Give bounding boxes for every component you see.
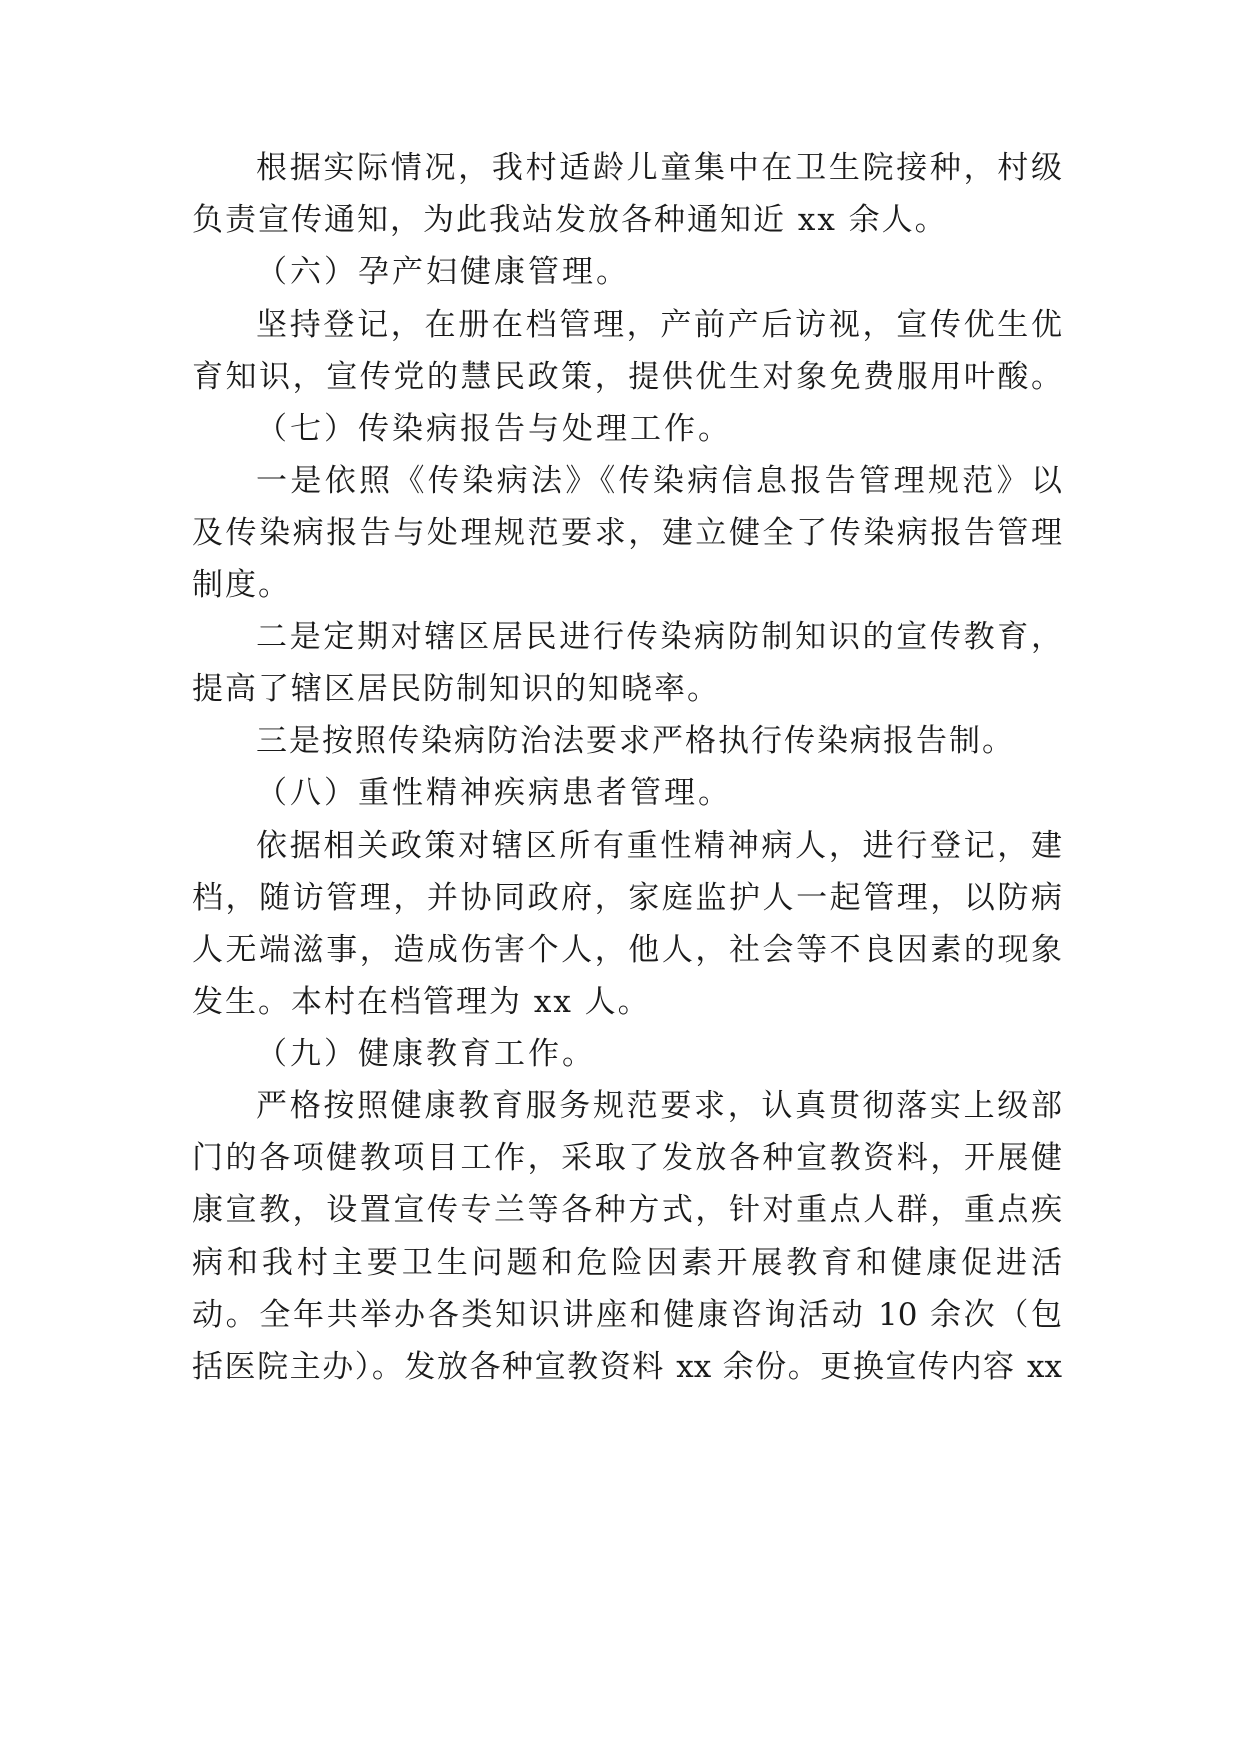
paragraph-line: 档，随访管理，并协同政府，家庭监护人一起管理，以防病: [192, 880, 1062, 916]
paragraph-line: 育知识，宣传党的慧民政策，提供优生对象免费服用叶酸。: [192, 359, 1062, 395]
paragraph-line: 及传染病报告与处理规范要求，建立健全了传染病报告管理: [192, 515, 1062, 551]
paragraph-line: 严格按照健康教育服务规范要求，认真贯彻落实上级部: [256, 1088, 1062, 1124]
paragraph-line: 一是依照《传染病法》《传染病信息报告管理规范》以: [256, 463, 1062, 499]
paragraph-line: 坚持登记，在册在档管理，产前产后访视，宣传优生优: [256, 307, 1062, 343]
paragraph-line: 负责宣传通知，为此我站发放各种通知近 xx 余人。: [192, 202, 948, 238]
paragraph-line: 人无端滋事，造成伤害个人，他人，社会等不良因素的现象: [192, 932, 1062, 968]
paragraph-line: 括医院主办）。发放各种宣教资料 xx 余份。更换宣传内容 xx: [192, 1349, 1062, 1385]
paragraph-line: 提高了辖区居民防制知识的知晓率。: [192, 671, 720, 707]
paragraph-line: 二是定期对辖区居民进行传染病防制知识的宣传教育，: [256, 619, 1062, 655]
paragraph-line: 制度。: [192, 567, 291, 603]
paragraph-line: 依据相关政策对辖区所有重性精神病人，进行登记，建: [256, 828, 1062, 864]
paragraph-line: 发生。本村在档管理为 xx 人。: [192, 984, 651, 1020]
section-heading: （八）重性精神疾病患者管理。: [256, 775, 732, 811]
paragraph-line: 康宣教，设置宣传专兰等各种方式，针对重点人群，重点疾: [192, 1192, 1062, 1228]
paragraph-line: 三是按照传染病防治法要求严格执行传染病报告制。: [256, 723, 1015, 759]
paragraph-line: 根据实际情况，我村适龄儿童集中在卫生院接种，村级: [256, 150, 1062, 186]
section-heading: （六）孕产妇健康管理。: [256, 254, 630, 290]
section-heading: （九）健康教育工作。: [256, 1036, 596, 1072]
paragraph-line: 病和我村主要卫生问题和危险因素开展教育和健康促进活: [192, 1245, 1062, 1281]
section-heading: （七）传染病报告与处理工作。: [256, 411, 732, 447]
paragraph-line: 动。全年共举办各类知识讲座和健康咨询活动 10 余次（包: [192, 1297, 1062, 1333]
paragraph-line: 门的各项健教项目工作，采取了发放各种宣教资料，开展健: [192, 1140, 1062, 1176]
